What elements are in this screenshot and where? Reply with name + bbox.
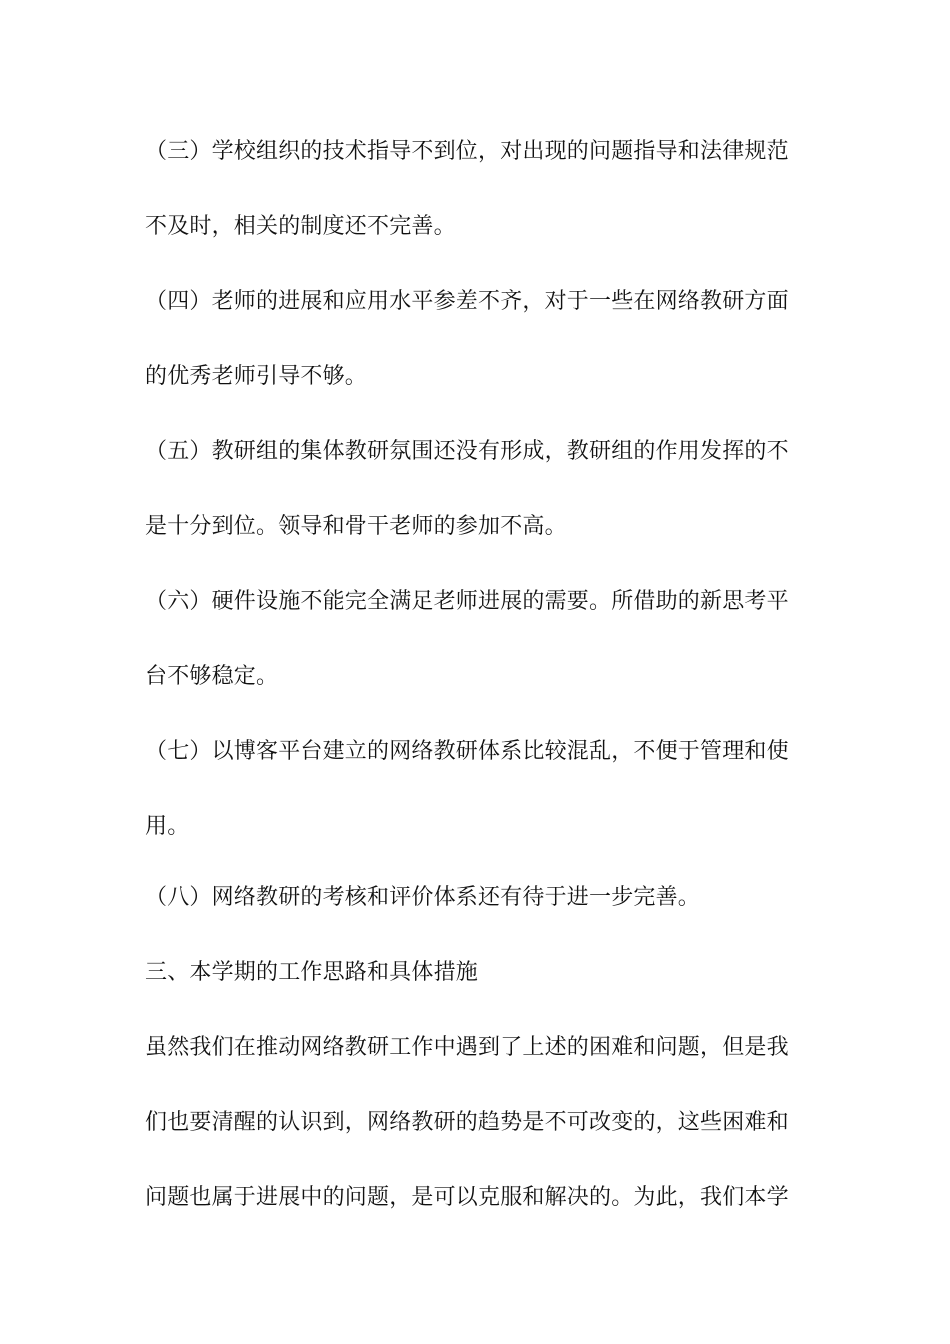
paragraph-5-line-2: 是十分到位。领导和骨干老师的参加不高。 xyxy=(145,514,567,539)
paragraph-4-line-2: 的优秀老师引导不够。 xyxy=(145,364,368,389)
body-paragraph-line-2: 们也要清醒的认识到，网络教研的趋势是不可改变的，这些困难和 xyxy=(145,1110,789,1135)
paragraph-6-line-2: 台不够稳定。 xyxy=(145,664,279,689)
body-paragraph-line-1: 虽然我们在推动网络教研工作中遇到了上述的困难和问题，但是我 xyxy=(145,1035,789,1060)
body-paragraph-line-3: 问题也属于进展中的问题，是可以克服和解决的。为此，我们本学 xyxy=(145,1185,789,1210)
paragraph-3-line-2: 不及时，相关的制度还不完善。 xyxy=(145,214,456,239)
paragraph-6-line-1: （六）硬件设施不能完全满足老师进展的需要。所借助的新思考平 xyxy=(145,589,789,614)
paragraph-3-line-1: （三）学校组织的技术指导不到位，对出现的问题指导和法律规范 xyxy=(145,139,789,164)
paragraph-4-line-1: （四）老师的进展和应用水平参差不齐，对于一些在网络教研方面 xyxy=(145,289,789,314)
section-heading: 三、本学期的工作思路和具体措施 xyxy=(145,960,479,985)
paragraph-7-line-2: 用。 xyxy=(145,814,190,839)
paragraph-8-line-1: （八）网络教研的考核和评价体系还有待于进一步完善。 xyxy=(145,885,701,910)
paragraph-5-line-1: （五）教研组的集体教研氛围还没有形成，教研组的作用发挥的不 xyxy=(145,439,789,464)
paragraph-7-line-1: （七）以博客平台建立的网络教研体系比较混乱，不便于管理和使 xyxy=(145,739,789,764)
